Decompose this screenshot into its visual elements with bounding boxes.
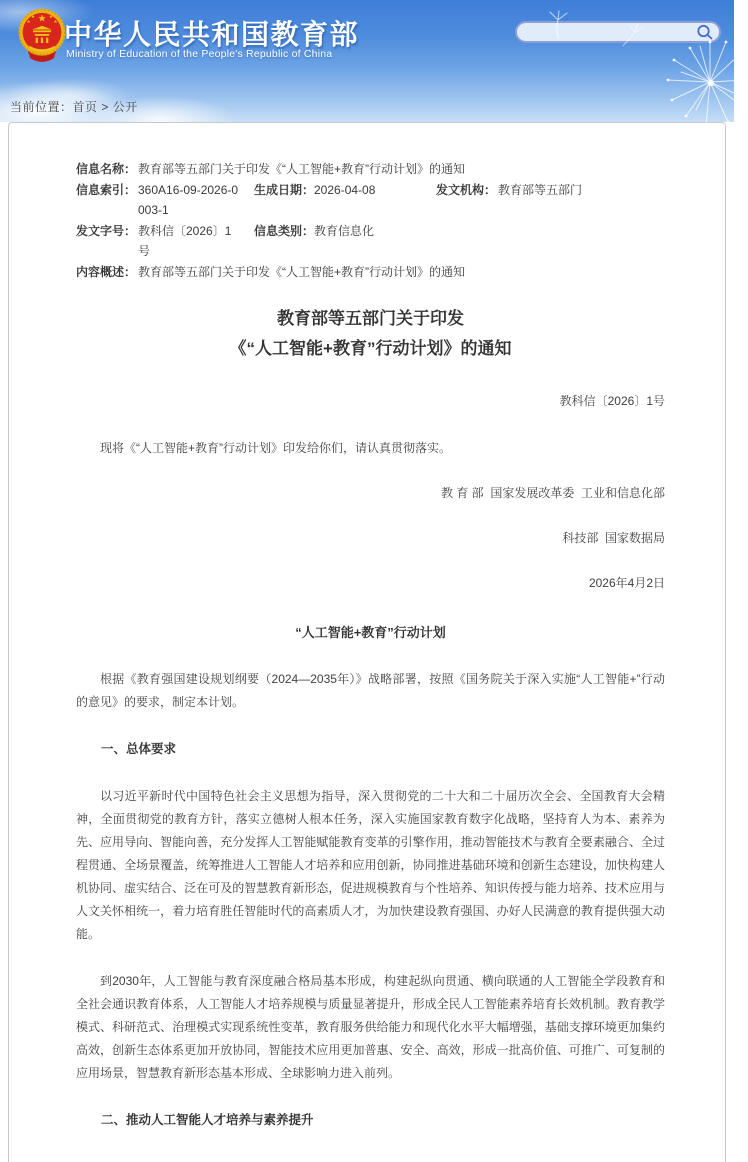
paragraph-intro: 现将《“人工智能+教育”行动计划》印发给你们，请认真贯彻落实。 — [100, 441, 452, 455]
section-heading-1: 一、总体要求 — [101, 742, 177, 756]
info-label-summary: 内容概述： — [76, 265, 137, 279]
info-value-category: 教育信息化 — [314, 224, 375, 238]
national-emblem-icon — [15, 6, 69, 62]
info-value-summary: 教育部等五部门关于印发《“人工智能+教育”行动计划》的通知 — [138, 265, 466, 279]
breadcrumb-label: 当前位置： — [10, 100, 73, 114]
info-value-name: 教育部等五部门关于印发《“人工智能+教育”行动计划》的通知 — [138, 162, 466, 176]
info-value-org: 教育部等五部门 — [498, 183, 583, 197]
breadcrumb-separator: > — [97, 100, 113, 114]
site-subtitle: Ministry of Education of the People's Republic of China — [66, 48, 333, 60]
signature-line-1: 教 育 部 国家发展改革委 工业和信息化部 — [440, 486, 665, 500]
plan-title: “人工智能+教育”行动计划 — [295, 625, 446, 640]
signature-line-2: 科技部 国家数据局 — [562, 531, 665, 545]
paragraph-basis: 根据《教育强国建设规划纲要（2024—2035年）》战略部署，按照《国务院关于深入实施“人工智能+”行动的意见》的要求，制定本计划。 — [76, 672, 665, 709]
info-label-date: 生成日期： — [254, 183, 315, 197]
svg-text:★: ★ — [48, 13, 54, 19]
info-label-org: 发文机构： — [436, 183, 497, 197]
info-row-docno — [76, 221, 665, 261]
info-value-docno: 教科信〔2026〕1号 — [138, 224, 232, 258]
document-title-line2: 《“人工智能+教育”行动计划》的通知 — [229, 339, 512, 358]
breadcrumb-current-link[interactable]: 公开 — [112, 100, 138, 114]
info-table — [76, 159, 665, 282]
site-title: 中华人民共和国教育部 — [64, 19, 360, 50]
document-title — [76, 304, 665, 364]
breadcrumb-home-link[interactable]: 首页 — [72, 100, 98, 114]
search-input[interactable] — [517, 24, 695, 40]
search-box[interactable] — [515, 21, 721, 43]
info-label-name: 信息名称： — [76, 162, 137, 176]
info-label-docno: 发文字号： — [76, 224, 137, 238]
svg-text:★: ★ — [26, 19, 31, 25]
dandelion-icon — [648, 36, 748, 132]
svg-text:★: ★ — [53, 19, 58, 25]
paragraph-2030: 到2030年，人工智能与教育深度融合格局基本形成，构建起纵向贯通、横向联通的人工智能全学段教育和全社会通识教育体系，人工智能人才培养规模与质量显著提升，形成全民人工智能素养培育长效机制。教育教学模式、科研范式、治理模式实现系统性变革，教育服务供给能力和现代化水平大幅增强，基础支撑环境更加集约高效，创新生态体系更加开放协同，智能技术应用更加普惠、安全、高效，形成一批高价值、可推广、可复制的应用场景，智慧教育新形态基本形成、全球影响力进入前列。 — [76, 974, 665, 1080]
paragraph-guideline: 以习近平新时代中国特色社会主义思想为指导，深入贯彻党的二十大和二十届历次全会、全国教育大会精神，全面贯彻党的教育方针，落实立德树人根本任务，深入实施国家教育数字化战略，坚持育人为本、素养为先、应用导向、智能向善，充分发挥人工智能赋能教育变革的引擎作用，推动智能技术与教育全要素融合、全过程贯通、全场景覆盖，统筹推进人工智能人才培养和应用创新，协同推进基础环境和创新生态建设，加快构建人机协同、虚实结合、泛在可及的智慧教育新形态，促进规模教育与个性培养、知识传授与能力培养、技术应用与人文关怀相统一，着力培育胜任智能时代的高素质人才，为加快建设教育强国、办好人民满意的教育提供强大动能。 — [76, 789, 665, 941]
info-label-category: 信息类别： — [254, 224, 315, 238]
search-icon[interactable] — [695, 23, 715, 41]
content-panel — [8, 122, 726, 1162]
info-row-summary — [76, 262, 665, 282]
svg-text:★: ★ — [30, 13, 36, 19]
info-label-index: 信息索引： — [76, 183, 137, 197]
document-number: 教科信〔2026〕1号 — [559, 394, 665, 408]
site-header — [0, 0, 734, 122]
svg-text:★: ★ — [37, 13, 47, 25]
signature-date: 2026年4月2日 — [588, 576, 665, 590]
info-row-name — [76, 159, 665, 179]
breadcrumb — [10, 98, 138, 115]
info-value-date: 2026-04-08 — [314, 183, 376, 197]
info-value-index: 360A16-09-2026-0003-1 — [138, 183, 239, 217]
info-row-index — [76, 180, 665, 220]
section-heading-2: 二、推动人工智能人才培养与素养提升 — [101, 1113, 314, 1127]
document-title-line1: 教育部等五部门关于印发 — [277, 309, 464, 328]
